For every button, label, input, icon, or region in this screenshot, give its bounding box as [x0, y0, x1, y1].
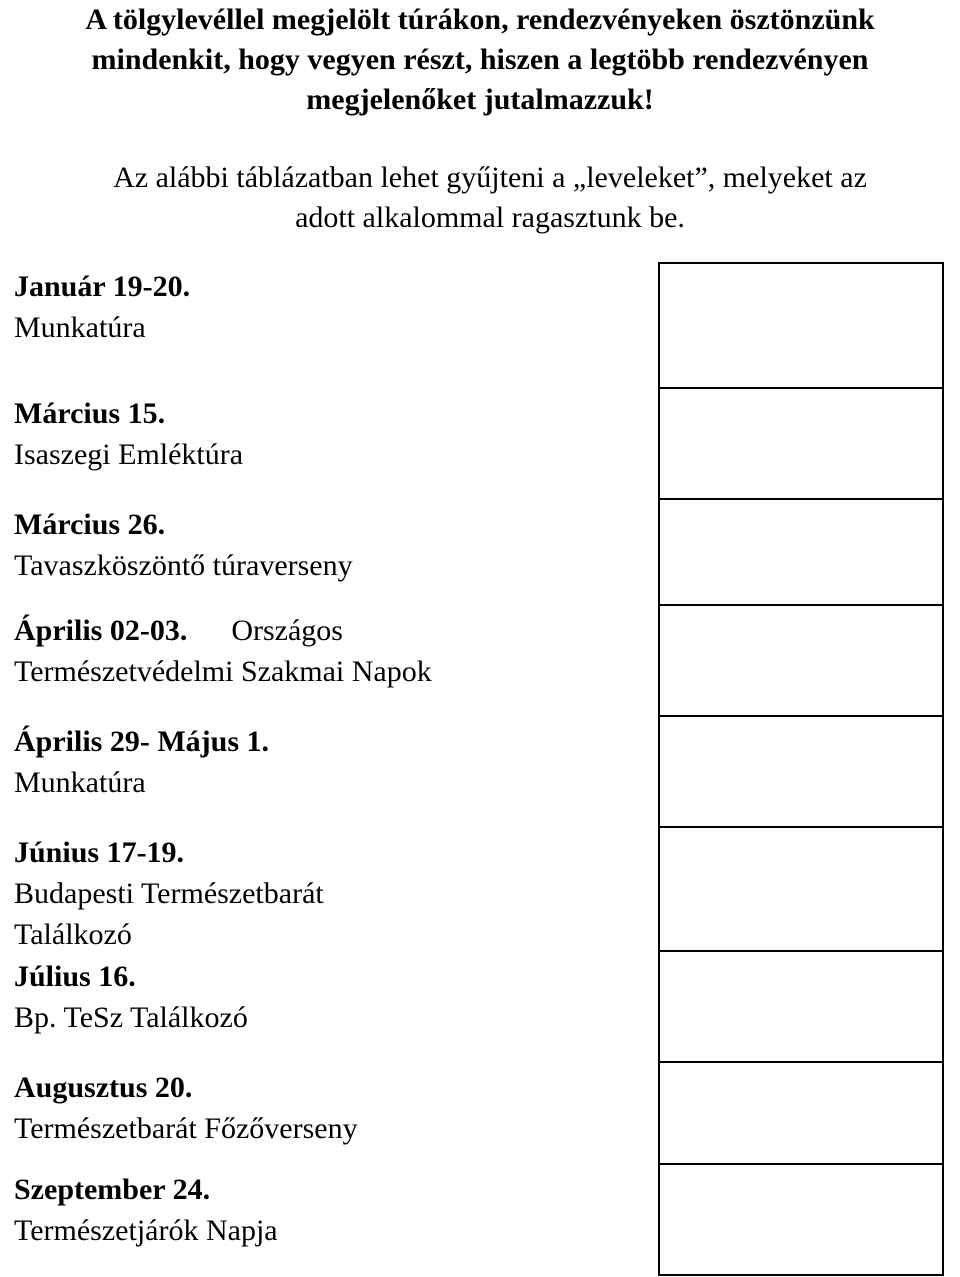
- event-cell: [14, 266, 654, 348]
- event-name: Természetvédelmi Szakmai Napok: [14, 655, 432, 688]
- intro-text: [0, 158, 960, 238]
- event-name: Isaszegi Emléktúra: [14, 438, 244, 471]
- event-cell: [14, 610, 654, 692]
- event-date: Március 26.: [14, 508, 166, 541]
- table-rule: [658, 1163, 944, 1165]
- table-rule: [658, 1274, 944, 1276]
- table-rule: [658, 1061, 944, 1063]
- page-heading: [0, 0, 960, 120]
- intro-line: Az alábbi táblázatban lehet gyűjteni a „leveleket”, melyeket az: [113, 161, 867, 194]
- event-name: Találkozó: [14, 918, 132, 951]
- table-rule: [658, 498, 944, 500]
- event-cell: [14, 1169, 654, 1251]
- event-cell: [14, 721, 654, 803]
- event-name: Természetjárók Napja: [14, 1214, 278, 1247]
- event-name: Természetbarát Főzőverseny: [14, 1112, 358, 1145]
- table-rule: [658, 262, 944, 264]
- table-rule: [658, 604, 944, 606]
- event-cell: [14, 1067, 654, 1149]
- table-rule: [658, 826, 944, 828]
- event-date: Április 29- Május 1.: [14, 725, 269, 758]
- event-name-inline: Országos: [231, 614, 343, 647]
- event-name: Tavaszköszöntő túraverseny: [14, 549, 353, 582]
- event-cell: [14, 832, 654, 955]
- sticker-column: [658, 262, 944, 1276]
- event-date: Március 15.: [14, 397, 166, 430]
- event-name: Munkatúra: [14, 311, 146, 344]
- event-date: Július 16.: [14, 960, 136, 993]
- intro-line: adott alkalommal ragasztunk be.: [295, 201, 685, 234]
- event-cell: [14, 956, 654, 1038]
- table-rule: [658, 715, 944, 717]
- event-date: Június 17-19.: [14, 836, 185, 869]
- event-date: Április 02-03.: [14, 614, 188, 647]
- heading-line: megjelenőket jutalmazzuk!: [306, 83, 654, 116]
- event-cell: [14, 393, 654, 475]
- event-date: Augusztus 20.: [14, 1071, 193, 1104]
- event-name: Munkatúra: [14, 766, 146, 799]
- table-rule: [658, 950, 944, 952]
- event-date: Január 19-20.: [14, 270, 191, 303]
- event-name: Budapesti Természetbarát: [14, 877, 324, 910]
- heading-line: A tölgylevéllel megjelölt túrákon, rendezvényeken ösztönzünk: [85, 3, 875, 36]
- event-date: Szeptember 24.: [14, 1173, 211, 1206]
- heading-line: mindenkit, hogy vegyen részt, hiszen a legtöbb rendezvényen: [91, 43, 869, 76]
- event-cell: [14, 504, 654, 586]
- table-rule: [658, 387, 944, 389]
- event-name: Bp. TeSz Találkozó: [14, 1001, 248, 1034]
